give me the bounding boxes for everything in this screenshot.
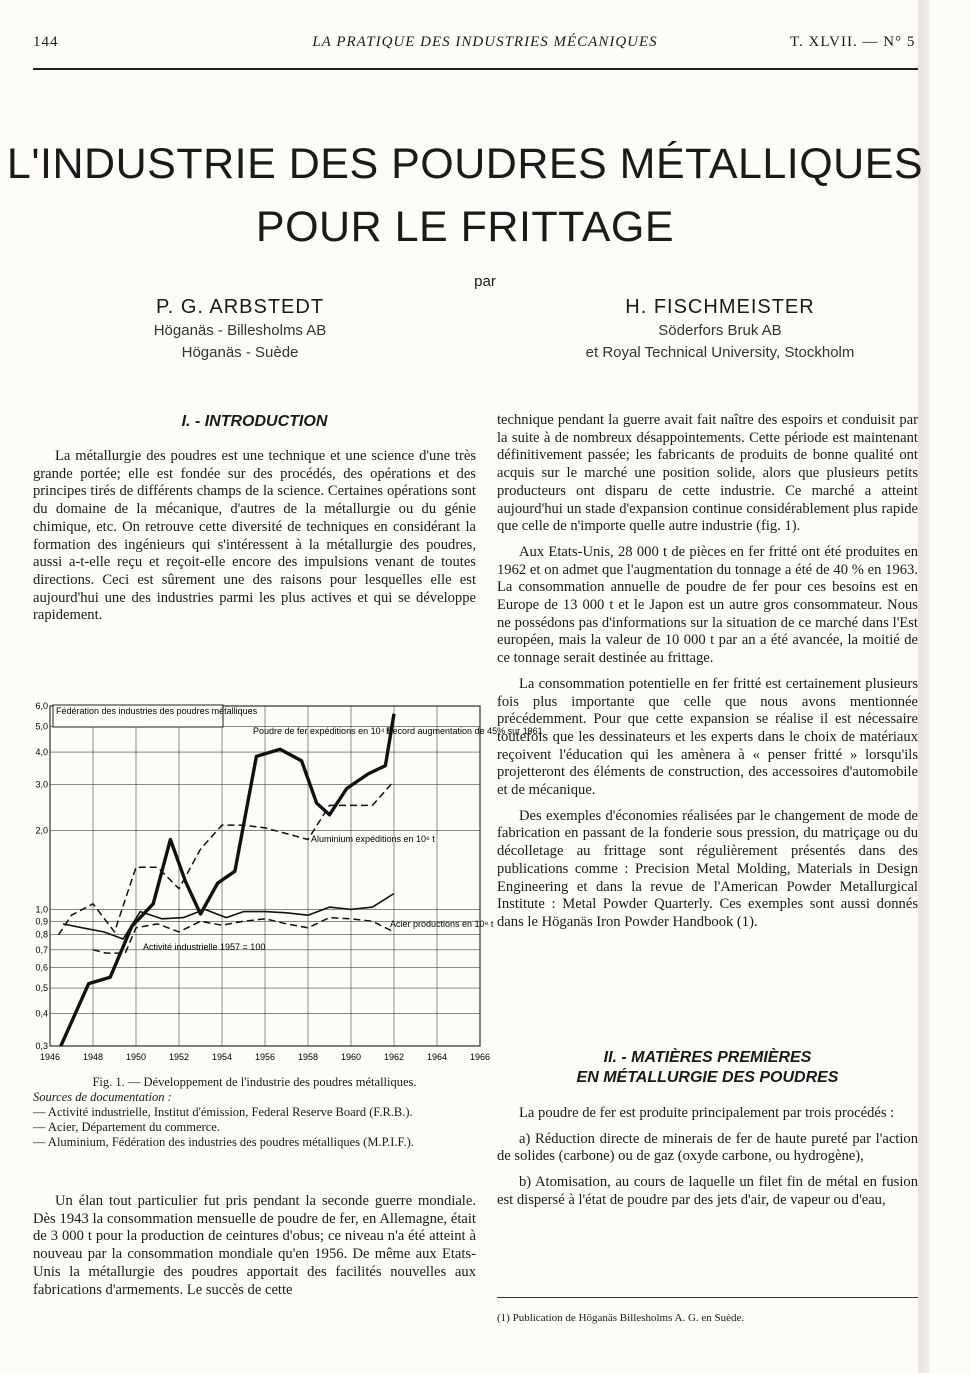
chart-series xyxy=(59,714,394,1046)
right-paragraph-2: Aux Etats-Unis, 28 000 t de pièces en fer fritté ont été produites en 1962 et on admet que l'augmentation du tonnage a été de 40 % en 1963. La consommation annuelle de poudre de fer pour ces besoins est en Europe de 13 000 t et le Japon est un autre gros consommateur. Nous ne possédons pas d'informations sur la situation de ce marché dans l'Est européen, mais la valeur de 10 000 t par an a été avancée, la moitié de ce tonnage serait destinée au frittage. xyxy=(497,543,918,667)
journal-title: LA PRATIQUE DES INDUSTRIES MÉCANIQUES xyxy=(312,34,658,50)
figure-caption xyxy=(33,1075,476,1150)
chart-x-ticks xyxy=(40,1052,490,1062)
y-tick-label: 0,7 xyxy=(35,944,48,955)
author-2-name: H. FISCHMEISTER xyxy=(625,296,815,318)
y-tick-label: 5,0 xyxy=(35,721,48,732)
footnote-rule xyxy=(497,1297,918,1298)
annotation-record: Record augmentation de 45% sur 1961 xyxy=(386,726,543,736)
y-tick-label: 2,0 xyxy=(35,825,48,836)
caption-sources-label: Sources de documentation : xyxy=(33,1090,172,1104)
caption-title: Fig. 1. — Développement de l'industrie des poudres métalliques. xyxy=(92,1075,417,1089)
chart-legend-text: Fédération des industries des poudres métalliques xyxy=(56,706,258,716)
title-line-1: L'INDUSTRIE DES POUDRES MÉTALLIQUES xyxy=(6,140,924,188)
caption-item-2: — Acier, Département du commerce. xyxy=(33,1120,220,1134)
x-tick-label: 1954 xyxy=(211,1052,233,1062)
right-paragraph-3: La consommation potentielle en fer fritté est certainement plusieurs fois plus importante que celle que nous avons mentionnée précédemment. Pour que cette expansion se réalise il est nécessaire toutefois que les dessinateurs et les experts dans le choix de matériaux reçoivent l'éducation qui les amènera à « penser fritté » lorsqu'ils projetteront des éléments de construction, des accessoires d'automobile et de mécanique. xyxy=(497,675,918,799)
annotation-activity: Activité industrielle 1957 = 100 xyxy=(143,942,266,952)
author-1-name: P. G. ARBSTEDT xyxy=(155,296,325,318)
y-tick-label: 1,0 xyxy=(35,904,48,915)
y-tick-label: 0,3 xyxy=(35,1041,48,1051)
left-bottom-text xyxy=(33,1193,476,1307)
x-tick-label: 1950 xyxy=(125,1052,147,1062)
y-tick-label: 0,9 xyxy=(35,916,48,927)
y-tick-label: 0,6 xyxy=(35,962,48,973)
intro-text xyxy=(33,448,476,633)
footnote: (1) Publication de Höganäs Billesholms A. G. en Suède. xyxy=(497,1312,745,1324)
intro-paragraph: La métallurgie des poudres est une technique et une science d'une très grande portée; elle est fondée sur des procédés, des opérations et des principes tirés de différents champs de la science. Certaines opérations sont du domaine de la mécanique, d'autres de la métallurgie ou du génie chimique, etc. On retrouve cette diversité de techniques en considérant la formation des ingénieurs qui s'intéressent à la métallurgie des poudres, aussi a-t-elle reçu et reçoit-elle encore des impulsions venant de toutes directions. Ceci est sûrement une des raisons pour lesquelles elle est aujourd'hui une des industries parmi les plus actives et qui se développe rapidement. xyxy=(33,448,476,624)
intro-heading: I. - INTRODUCTION xyxy=(181,413,328,430)
header-rule xyxy=(33,68,918,70)
x-tick-label: 1958 xyxy=(297,1052,319,1062)
author-2-affil-1: Söderfors Bruk AB xyxy=(658,322,782,339)
series-line-1 xyxy=(59,781,394,935)
right-paragraph-4: Des exemples d'économies réalisées par le changement de mode de fabrication en passant de la fonderie sous pression, du matriçage ou du décolletage au frittage sont régulièrement présentés dans des publications comme : Precision Metal Molding, Materials in Design Engineering et dans la revue de l'American Powder Metallurgical Institute : Metal Powder Quarterly. Ces exemples sont aussi donnés dans le Höganäs Iron Powder Handbook (1). xyxy=(497,807,918,930)
x-tick-label: 1962 xyxy=(383,1052,405,1062)
author-1-affil-1: Höganäs - Billesholms AB xyxy=(153,322,327,339)
x-tick-label: 1956 xyxy=(254,1052,276,1062)
section-2-heading xyxy=(497,1048,918,1088)
caption-item-1: — Activité industrielle, Institut d'émission, Federal Reserve Board (F.R.B.). xyxy=(33,1105,413,1119)
author-1-affil-2: Höganäs - Suède xyxy=(181,344,299,361)
chart-y-ticks xyxy=(35,701,48,1051)
y-tick-label: 4,0 xyxy=(35,747,48,758)
annotation-steel: Acier productions en 10⁸ t xyxy=(390,919,494,929)
x-tick-label: 1946 xyxy=(39,1052,61,1062)
section-2-text xyxy=(497,1105,918,1218)
right-text xyxy=(497,412,918,940)
left-bottom-paragraph: Un élan tout particulier fut pris pendant la seconde guerre mondiale. Dès 1943 la consommation mensuelle de poudre de fer, en Allemagne, était de 3 000 t pour la production de ceintures d'obus; ce niveau n'a été atteint à nouveau par la consommation mondiale qu'en 1956. De même aux Etats-Unis la métallurgie des poudres apportait des facilités nouvelles aux fabrications d'armements. Le succès de cette xyxy=(33,1193,476,1298)
section-2-heading-line-1: II. - MATIÈRES PREMIÈRES xyxy=(603,1049,812,1066)
caption-item-3: — Aluminium, Fédération des industries des poudres métalliques (M.P.I.F.). xyxy=(33,1135,414,1149)
section-2-heading-line-2: EN MÉTALLURGIE DES POUDRES xyxy=(576,1069,839,1086)
author-2-affil-2: et Royal Technical University, Stockholm xyxy=(585,344,855,361)
section-2-paragraph-1: La poudre de fer est produite principalement par trois procédés : xyxy=(519,1105,895,1121)
annotation-aluminium: Aluminium expéditions en 10⁶ t xyxy=(311,834,435,844)
series-line-3 xyxy=(63,894,394,940)
series-line-0 xyxy=(61,714,394,1046)
y-tick-label: 3,0 xyxy=(35,779,48,790)
author-2 xyxy=(530,294,910,364)
x-tick-label: 1960 xyxy=(340,1052,362,1062)
annotation-iron: Poudre de fer expéditions en 10⁴ t xyxy=(253,726,390,736)
byline-par: par xyxy=(474,273,496,290)
volume-label: T. XLVII. — N° 5 xyxy=(790,34,916,50)
section-2-paragraph-3: b) Atomisation, au cours de laquelle un filet fin de métal en fusion est dispersé à l'état de poudre par des jets d'air, de vapeur ou d'eau, xyxy=(497,1174,918,1208)
figure-chart xyxy=(28,700,543,1070)
right-paragraph-1: technique pendant la guerre avait fait naître des espoirs et conduisit par la suite à de nombreux désappointements. Cette période est maintenant définitivement passée; les fabricants de produits de bonne qualité ont acquis sur le marché une position solide, alors que plusieurs petits producteurs ont disparu de cette industrie. Ce marché a atteint aujourd'hui un stade d'expansion continue considérablement plus rapide que celle de n'importe quelle autre industrie (fig. 1). xyxy=(497,412,918,535)
section-2-paragraph-2: a) Réduction directe de minerais de fer de haute pureté par l'action de solides (carbone) ou de gaz (oxyde carbone, ou hydrogène), xyxy=(497,1130,918,1165)
x-tick-label: 1952 xyxy=(168,1052,190,1062)
x-tick-label: 1964 xyxy=(426,1052,448,1062)
title-line-2: POUR LE FRITTAGE xyxy=(255,203,675,251)
chart-legend-box xyxy=(53,705,258,727)
y-tick-label: 6,0 xyxy=(35,701,48,711)
chart-grid xyxy=(50,706,480,1046)
author-1 xyxy=(60,294,420,364)
page-number: 144 xyxy=(33,34,59,50)
y-tick-label: 0,5 xyxy=(35,983,48,994)
x-tick-label: 1948 xyxy=(82,1052,104,1062)
y-tick-label: 0,4 xyxy=(35,1008,48,1019)
y-tick-label: 0,8 xyxy=(35,929,48,940)
x-tick-label: 1966 xyxy=(469,1052,491,1062)
